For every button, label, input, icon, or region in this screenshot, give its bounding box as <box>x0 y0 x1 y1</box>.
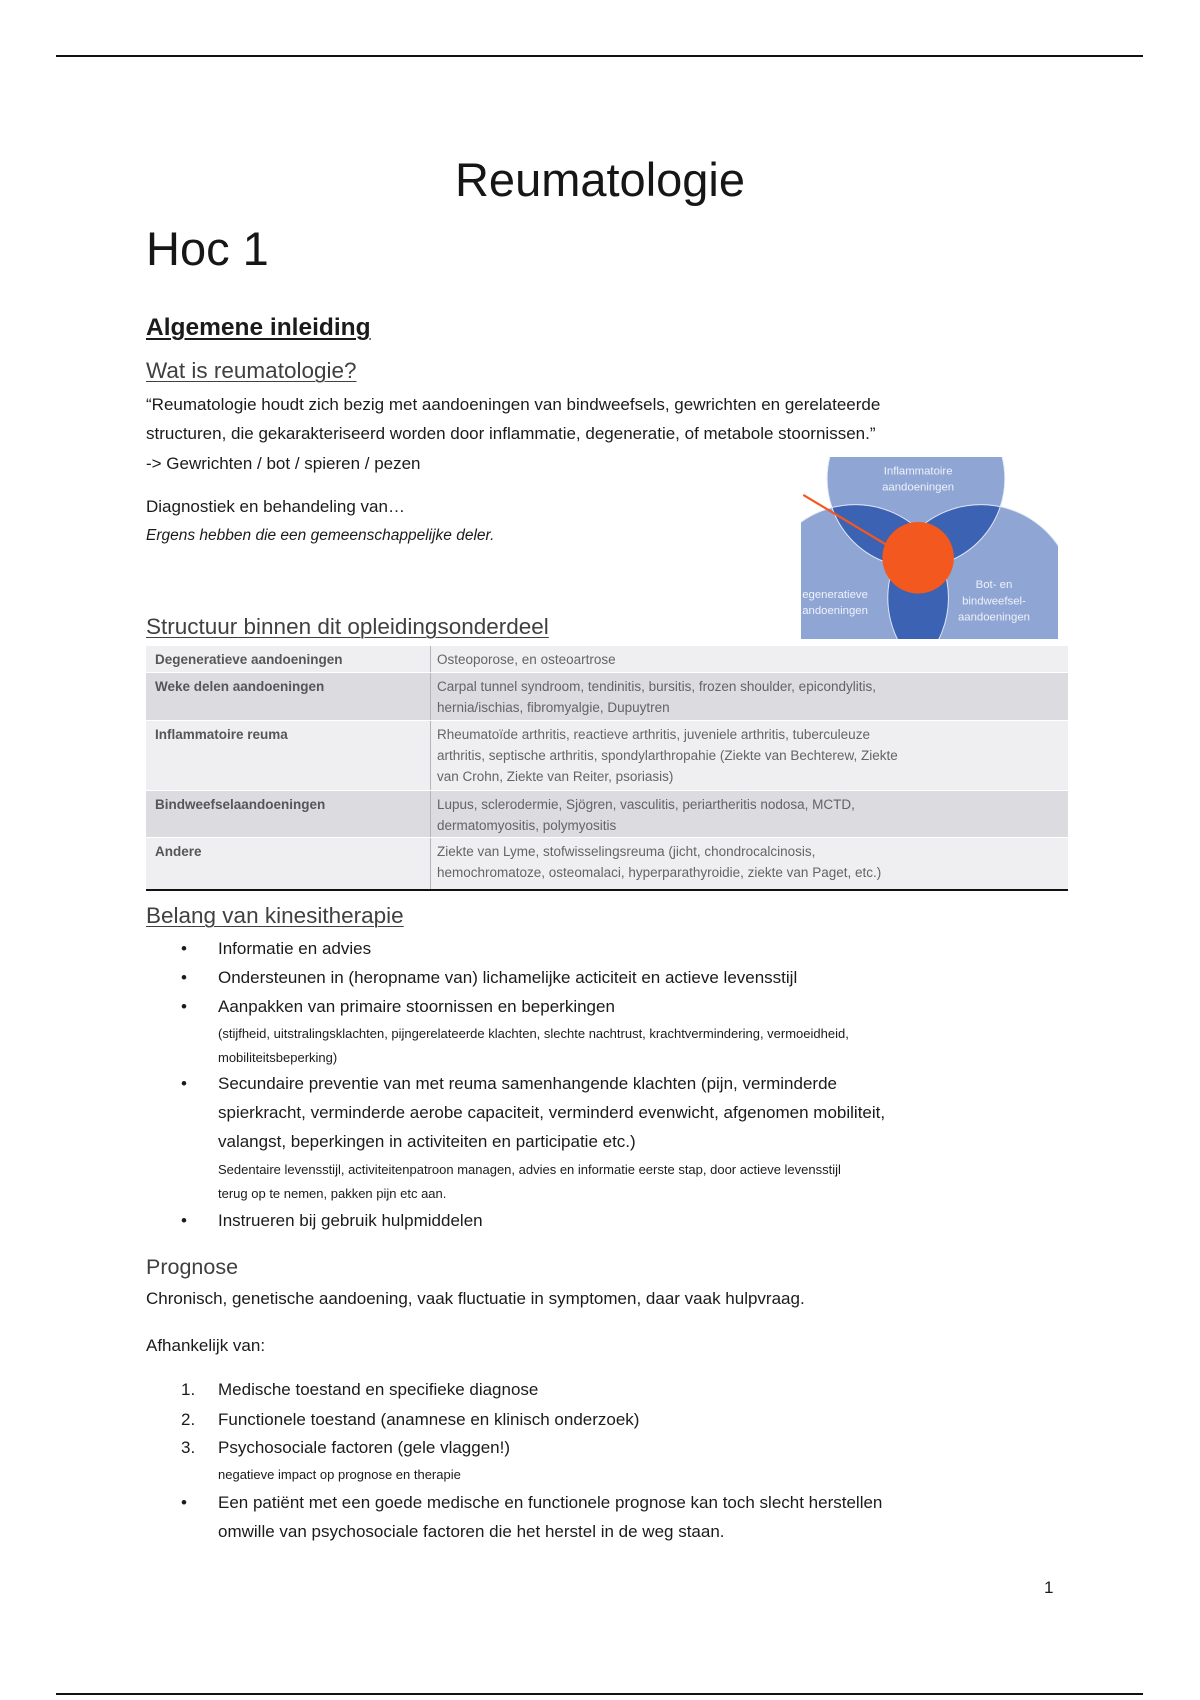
bullet-detail: terug op te nemen, pakken pijn etc aan. <box>218 1186 447 1201</box>
description-cell <box>430 721 1068 790</box>
bullet-text: omwille van psychosociale factoren die het herstel in de weg staan. <box>218 1522 725 1541</box>
table-row <box>146 838 1068 889</box>
category-cell: Weke delen aandoeningen <box>155 679 325 694</box>
bullet-detail: mobiliteitsbeperking) <box>218 1050 338 1065</box>
bullet-text: spierkracht, verminderde aerobe capaciteit, verminderd evenwicht, afgenomen mobiliteit, <box>218 1103 886 1122</box>
venn-label-left: egeneratieve <box>802 588 868 601</box>
bullet-marker: • <box>181 1074 187 1093</box>
list-item: Psychosociale factoren (gele vlaggen!) <box>218 1438 510 1457</box>
category-cell: Andere <box>155 844 202 859</box>
bullet-marker: • <box>181 1211 187 1230</box>
bullet-text: Een patiënt met een goede medische en functionele prognose kan toch slecht herstellen <box>218 1493 883 1512</box>
list-number: 3. <box>181 1438 196 1457</box>
subheading-prognosis: Prognose <box>146 1255 239 1279</box>
depends-on-label: Afhankelijk van: <box>146 1336 266 1355</box>
description-line: arthritis, septische arthritis, spondylarthropahie (Ziekte van Bechterew, Ziekte <box>437 748 898 763</box>
bullet-text: Informatie en advies <box>218 939 372 958</box>
page-number: 1 <box>1044 1578 1054 1597</box>
table-row <box>146 673 1068 721</box>
list-item: Functionele toestand (anamnese en klinisch onderzoek) <box>218 1410 640 1429</box>
structure-table <box>146 646 1068 891</box>
lecture-heading: Hoc 1 <box>146 222 269 275</box>
description-line: dermatomyositis, polymyositis <box>437 818 617 833</box>
description-line: Carpal tunnel syndroom, tendinitis, bursitis, frozen shoulder, epicondylitis, <box>437 679 876 694</box>
venn-label-top: aandoeningen <box>882 481 955 494</box>
bullet-text: Ondersteunen in (heropname van) lichamelijke acticiteit en actieve levensstijl <box>218 968 798 987</box>
structures-line: -> Gewrichten / bot / spieren / pezen <box>146 454 421 473</box>
description-line: Lupus, sclerodermie, Sjögren, vasculitis, periartheritis nodosa, MCTD, <box>437 797 855 812</box>
venn-center-dot <box>882 522 954 594</box>
venn-label-right: bindweefsel- <box>962 595 1026 608</box>
table-row <box>146 646 1068 673</box>
description-line: Ziekte van Lyme, stofwisselingsreuma (jicht, chondrocalcinosis, <box>437 844 816 859</box>
description-line: hemochromatoze, osteomalaci, hyperparathyroidie, ziekte van Paget, etc.) <box>437 865 882 880</box>
footer-rule <box>56 1693 1143 1695</box>
table-row <box>146 791 1068 838</box>
bullet-text: valangst, beperkingen in activiteiten en participatie etc.) <box>218 1132 636 1151</box>
section-heading-intro: Algemene inleiding <box>146 314 371 341</box>
header-rule <box>56 55 1143 57</box>
bullet-marker: • <box>181 939 187 958</box>
description-line: hernia/ischias, fibromyalgie, Dupuytren <box>437 700 670 715</box>
list-number: 1. <box>181 1380 196 1399</box>
bullet-marker: • <box>181 1493 187 1512</box>
table-row <box>146 721 1068 791</box>
subheading-physiotherapy: Belang van kinesitherapie <box>146 903 404 928</box>
category-cell: Degeneratieve aandoeningen <box>155 652 343 667</box>
description-cell <box>430 838 1068 889</box>
bullet-text: Aanpakken van primaire stoornissen en beperkingen <box>218 997 615 1016</box>
category-cell: Inflammatoire reuma <box>155 727 288 742</box>
description-cell <box>430 646 1068 672</box>
venn-label-right: Bot- en <box>975 579 1013 592</box>
category-cell: Bindweefselaandoeningen <box>155 797 326 812</box>
prognosis-summary: Chronisch, genetische aandoening, vaak fluctuatie in symptomen, daar vaak hulpvraag. <box>146 1289 805 1308</box>
venn-diagram <box>801 457 1058 639</box>
venn-label-left: andoeningen <box>802 605 868 618</box>
venn-label-right: aandoeningen <box>957 611 1030 624</box>
definition-quote-line: structuren, die gekarakteriseerd worden door inflammatie, degeneratie, of metabole stoornissen.” <box>146 424 876 443</box>
venn-label-top: Inflammatoire <box>883 465 953 478</box>
description-line: van Crohn, Ziekte van Reiter, psoriasis) <box>437 769 674 784</box>
list-number: 2. <box>181 1410 196 1429</box>
description-cell <box>430 791 1068 837</box>
page-title: Reumatologie <box>454 153 745 206</box>
list-item: Medische toestand en specifieke diagnose <box>218 1380 539 1399</box>
bullet-detail: (stijfheid, uitstralingsklachten, pijngerelateerde klachten, slechte nachtrust, krachtvermindering, vermoeidheid, <box>218 1026 849 1041</box>
italic-note: Ergens hebben die een gemeenschappelijke deler. <box>146 527 495 544</box>
subheading-what-is: Wat is reumatologie? <box>146 358 357 383</box>
definition-quote-line: “Reumatologie houdt zich bezig met aandoeningen van bindweefsels, gewrichten en gerelateerde <box>146 395 881 414</box>
diagnostics-line: Diagnostiek en behandeling van… <box>146 497 405 516</box>
bullet-marker: • <box>181 968 187 987</box>
bullet-detail: Sedentaire levensstijl, activiteitenpatroon managen, advies en informatie eerste stap, door actieve levensstijl <box>218 1162 841 1177</box>
description-line: Rheumatoïde arthritis, reactieve arthritis, juveniele arthritis, tuberculeuze <box>437 727 870 742</box>
description-cell <box>430 673 1068 720</box>
bullet-text: Secundaire preventie van met reuma samenhangende klachten (pijn, verminderde <box>218 1074 837 1093</box>
bullet-text: Instrueren bij gebruik hulpmiddelen <box>218 1211 483 1230</box>
description-line: Osteoporose, en osteoartrose <box>437 652 616 667</box>
bullet-marker: • <box>181 997 187 1016</box>
subheading-structure: Structuur binnen dit opleidingsonderdeel <box>146 614 549 639</box>
list-item-detail: negatieve impact op prognose en therapie <box>218 1467 461 1482</box>
